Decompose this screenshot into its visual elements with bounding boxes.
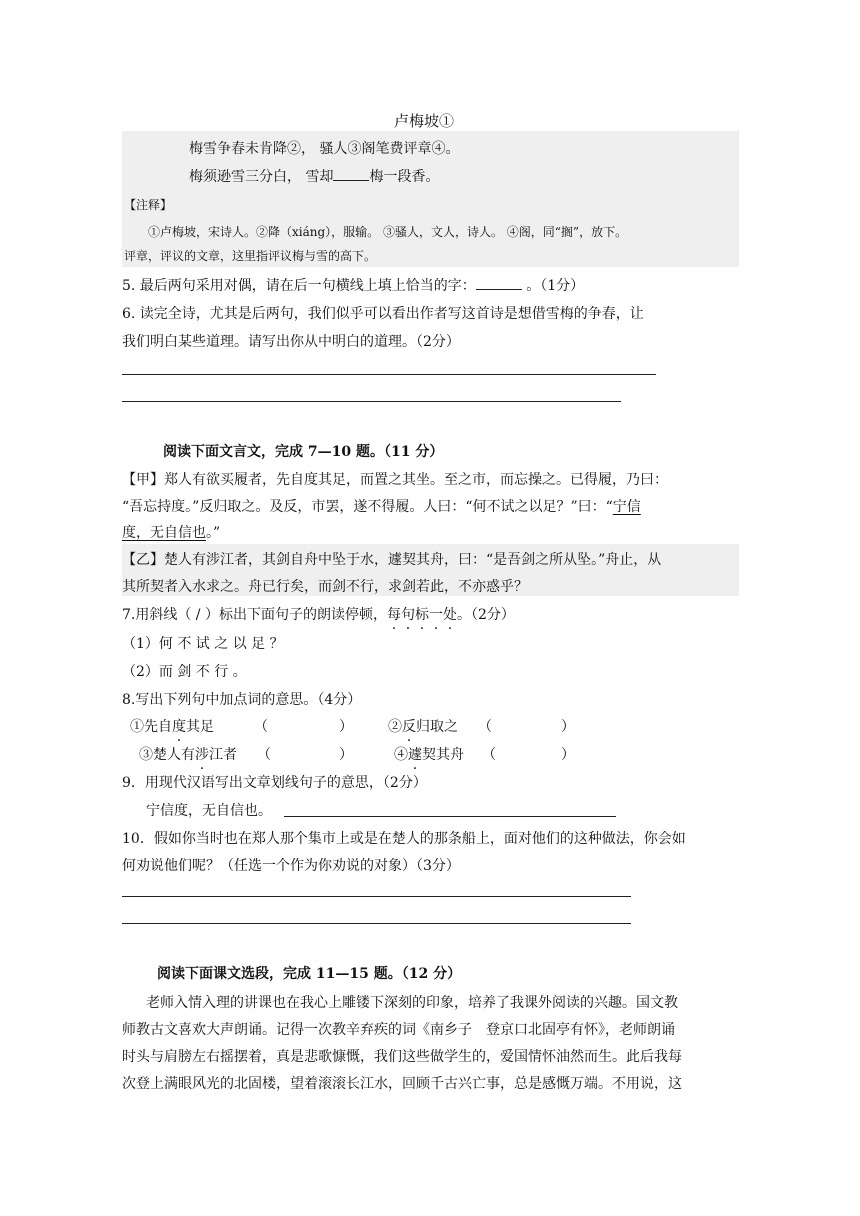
q8-item-2-b: 归取之	[416, 719, 458, 735]
q8-paren-1-right: ）	[339, 719, 353, 735]
question-9: 9．用现代汉语写出文章划线句子的意思，（2分）	[122, 775, 427, 791]
q8-paren-3-right: ）	[339, 747, 353, 763]
question-5-text: 5. 最后两句采用对偶，请在后一句横线上填上恰当的字：	[122, 278, 476, 294]
q8-paren-3-left: （	[257, 747, 271, 763]
question-9-prompt: 宁信度，无自信也。	[146, 803, 272, 819]
q8-paren-2-right: ）	[561, 719, 575, 735]
q8-item-3	[139, 744, 237, 764]
q8-item-1-b: 其足	[186, 719, 214, 735]
answer-line-9[interactable]	[284, 816, 616, 817]
q8-item-1-dotted: 度	[172, 719, 186, 735]
section-3-heading: 阅读下面课文选段，完成 11—15 题。（12 分）	[157, 966, 462, 982]
poem-title: 卢梅坡①	[394, 112, 455, 130]
question-10-line-2: 何劝说他们呢？（任选一个作为你劝说的对象）（3分）	[122, 858, 460, 874]
q8-item-2	[388, 716, 458, 736]
question-7	[122, 604, 515, 624]
jia-line-1: 【甲】郑人有欲买履者，先自度其足，而置之其坐。至之市，而忘操之。已得履，乃曰：	[122, 472, 668, 488]
q8-item-4	[394, 744, 464, 764]
question-7-dotted-char: 处	[442, 607, 457, 623]
jia-line-2	[122, 496, 641, 516]
q8-item-4-b: 契其舟	[422, 747, 464, 763]
poem-line-2-after: 梅一段香。	[369, 169, 440, 185]
question-7-text: 7.用斜线（ / ）标出下面句子的朗读停顿，	[122, 607, 387, 623]
question-10-line-1: 10．假如你当时也在郑人那个集市上或是在楚人的那条船上，面对他们的这种做法，你会如	[122, 831, 686, 847]
note-line-2: 评章，评议的文章，这里指评议梅与雪的高下。	[124, 249, 377, 263]
answer-line-10a[interactable]	[122, 896, 631, 897]
poem-line-1: 梅雪争春未肯降②， 骚人③阁笔费评章④。	[189, 141, 460, 157]
question-5-blank[interactable]	[476, 275, 522, 290]
section-2-heading: 阅读下面文言文，完成 7—10 题。（11 分）	[163, 444, 444, 460]
question-7-dotted-char: 每	[386, 607, 401, 623]
q8-item-3-b: 江者	[209, 747, 237, 763]
q8-item-1	[130, 716, 214, 736]
poem-line-2	[189, 166, 439, 186]
q8-paren-2-left: （	[478, 719, 492, 735]
jia-line-3-tail: 。”	[206, 525, 221, 541]
jia-line-3	[122, 522, 220, 542]
yi-line-2: 其所契者入水求之。舟已行矣，而剑不行，求剑若此，不亦惑乎？	[122, 579, 528, 595]
q8-paren-4-right: ）	[561, 747, 575, 763]
question-6-line-1: 6. 读完全诗，尤其是后两句，我们似乎可以看出作者写这首诗是想借雪梅的争春，让	[122, 306, 644, 322]
poem-line-2-before: 梅须逊雪三分白， 雪却	[189, 169, 334, 185]
question-8: 8.写出下列句中加点词的意思。（4分）	[122, 692, 362, 708]
question-7-dotted-char: 句	[400, 607, 415, 623]
passage-line-2: 师教古文喜欢大声朗诵。记得一次教辛弃疾的词《南乡子 登京口北固亭有怀》，老师朗诵	[122, 1022, 675, 1038]
q8-item-4-a: ④	[394, 747, 408, 763]
note-line-1: ①卢梅坡，宋诗人。②降（xiáng），服输。 ③骚人，文人，诗人。 ④阁，同“搁”，放下。	[148, 225, 628, 239]
question-5	[122, 275, 584, 295]
q8-paren-4-left: （	[482, 747, 496, 763]
jia-underlined-2: 度，无自信也	[122, 525, 206, 541]
passage-line-1: 老师入情入理的讲课也在我心上雕镂下深刻的印象，培养了我课外阅读的兴趣。国文教	[146, 995, 678, 1011]
jia-underlined-1: 宁信	[612, 499, 641, 515]
q8-item-4-dotted: 遽	[408, 747, 422, 763]
passage-line-3: 时头与肩膀左右摇摆着，真是悲歌慷慨，我们这些做学生的，爱国情怀油然而生。此后我每	[122, 1049, 682, 1065]
q8-item-2-dotted: 反	[402, 719, 416, 735]
question-7-dotted-char: 标	[414, 607, 429, 623]
question-7-sentence-1: （1）何 不 试 之 以 足 ？	[122, 636, 284, 652]
q8-item-2-a: ②	[388, 719, 402, 735]
jia-line-2-text: “吾忘持度。”反归取之。及反，市罢，遂不得履。人曰：“何不试之以足？”曰：“	[122, 499, 613, 515]
q8-item-1-a: ①先自	[130, 719, 172, 735]
q8-paren-1-left: （	[254, 719, 268, 735]
passage-line-4: 次登上满眼风光的北固楼，望着滚滚长江水，回顾千古兴亡事，总是感慨万端。不用说，这	[122, 1076, 682, 1092]
question-7-tail: 。（2分）	[456, 607, 515, 623]
question-5-tail: 。（1分）	[521, 278, 585, 294]
poem-blank[interactable]	[333, 166, 369, 181]
notes-label: 【注释】	[124, 198, 173, 212]
answer-line-10b[interactable]	[122, 923, 631, 924]
question-7-dotted	[387, 607, 457, 623]
yi-line-1: 【乙】楚人有涉江者，其剑自舟中坠于水，遽契其舟，曰：“是吾剑之所从坠。”舟止，从	[122, 552, 662, 568]
answer-line-6a[interactable]	[122, 374, 656, 375]
question-6-line-2: 我们明白某些道理。请写出你从中明白的道理。（2分）	[122, 334, 460, 350]
question-7-sentence-2: （2）而 剑 不 行 。	[122, 664, 247, 680]
answer-line-6b[interactable]	[122, 401, 621, 402]
q8-item-3-dotted: 涉	[195, 747, 209, 763]
q8-item-3-a: ③楚人有	[139, 747, 195, 763]
question-7-dotted-char: 一	[428, 607, 443, 623]
